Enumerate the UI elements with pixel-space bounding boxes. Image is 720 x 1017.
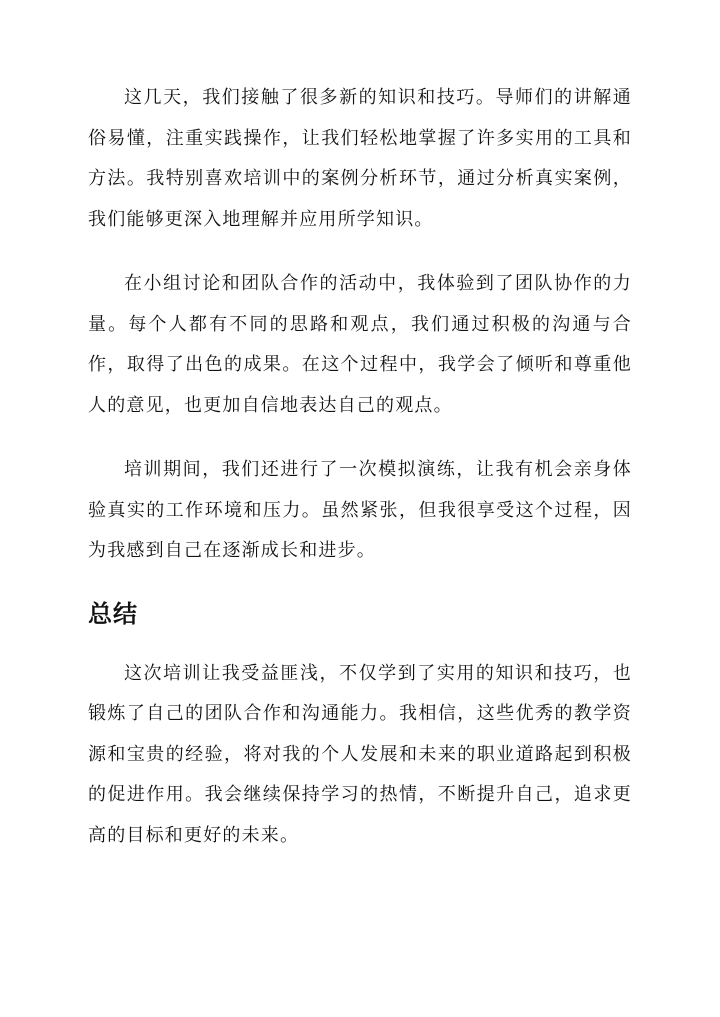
- summary-paragraph: 这次培训让我受益匪浅，不仅学到了实用的知识和技巧，也锻炼了自己的团队合作和沟通能力。我相信，这些优秀的教学资源和宝贵的经验，将对我的个人发展和未来的职业道路起到积极的促进作用。我会继续保持学习的热情，不断提升自己，追求更高的目标和更好的未来。: [88, 662, 632, 846]
- summary-heading: 总结: [88, 599, 138, 628]
- body-paragraph-2: 在小组讨论和团队合作的活动中，我体验到了团队协作的力量。每个人都有不同的思路和观点，我们通过积极的沟通与合作，取得了出色的成果。在这个过程中，我学会了倾听和尊重他人的意见，也更加自信地表达自己的观点。: [88, 273, 632, 416]
- body-paragraph-1: 这几天，我们接触了很多新的知识和技巧。导师们的讲解通俗易懂，注重实践操作，让我们轻松地掌握了许多实用的工具和方法。我特别喜欢培训中的案例分析环节，通过分析真实案例，我们能够更深入地理解并应用所学知识。: [88, 87, 632, 230]
- body-paragraph-3: 培训期间，我们还进行了一次模拟演练，让我有机会亲身体验真实的工作环境和压力。虽然紧张，但我很享受这个过程，因为我感到自己在逐渐成长和进步。: [88, 459, 632, 561]
- document-page: [88, 78, 632, 880]
